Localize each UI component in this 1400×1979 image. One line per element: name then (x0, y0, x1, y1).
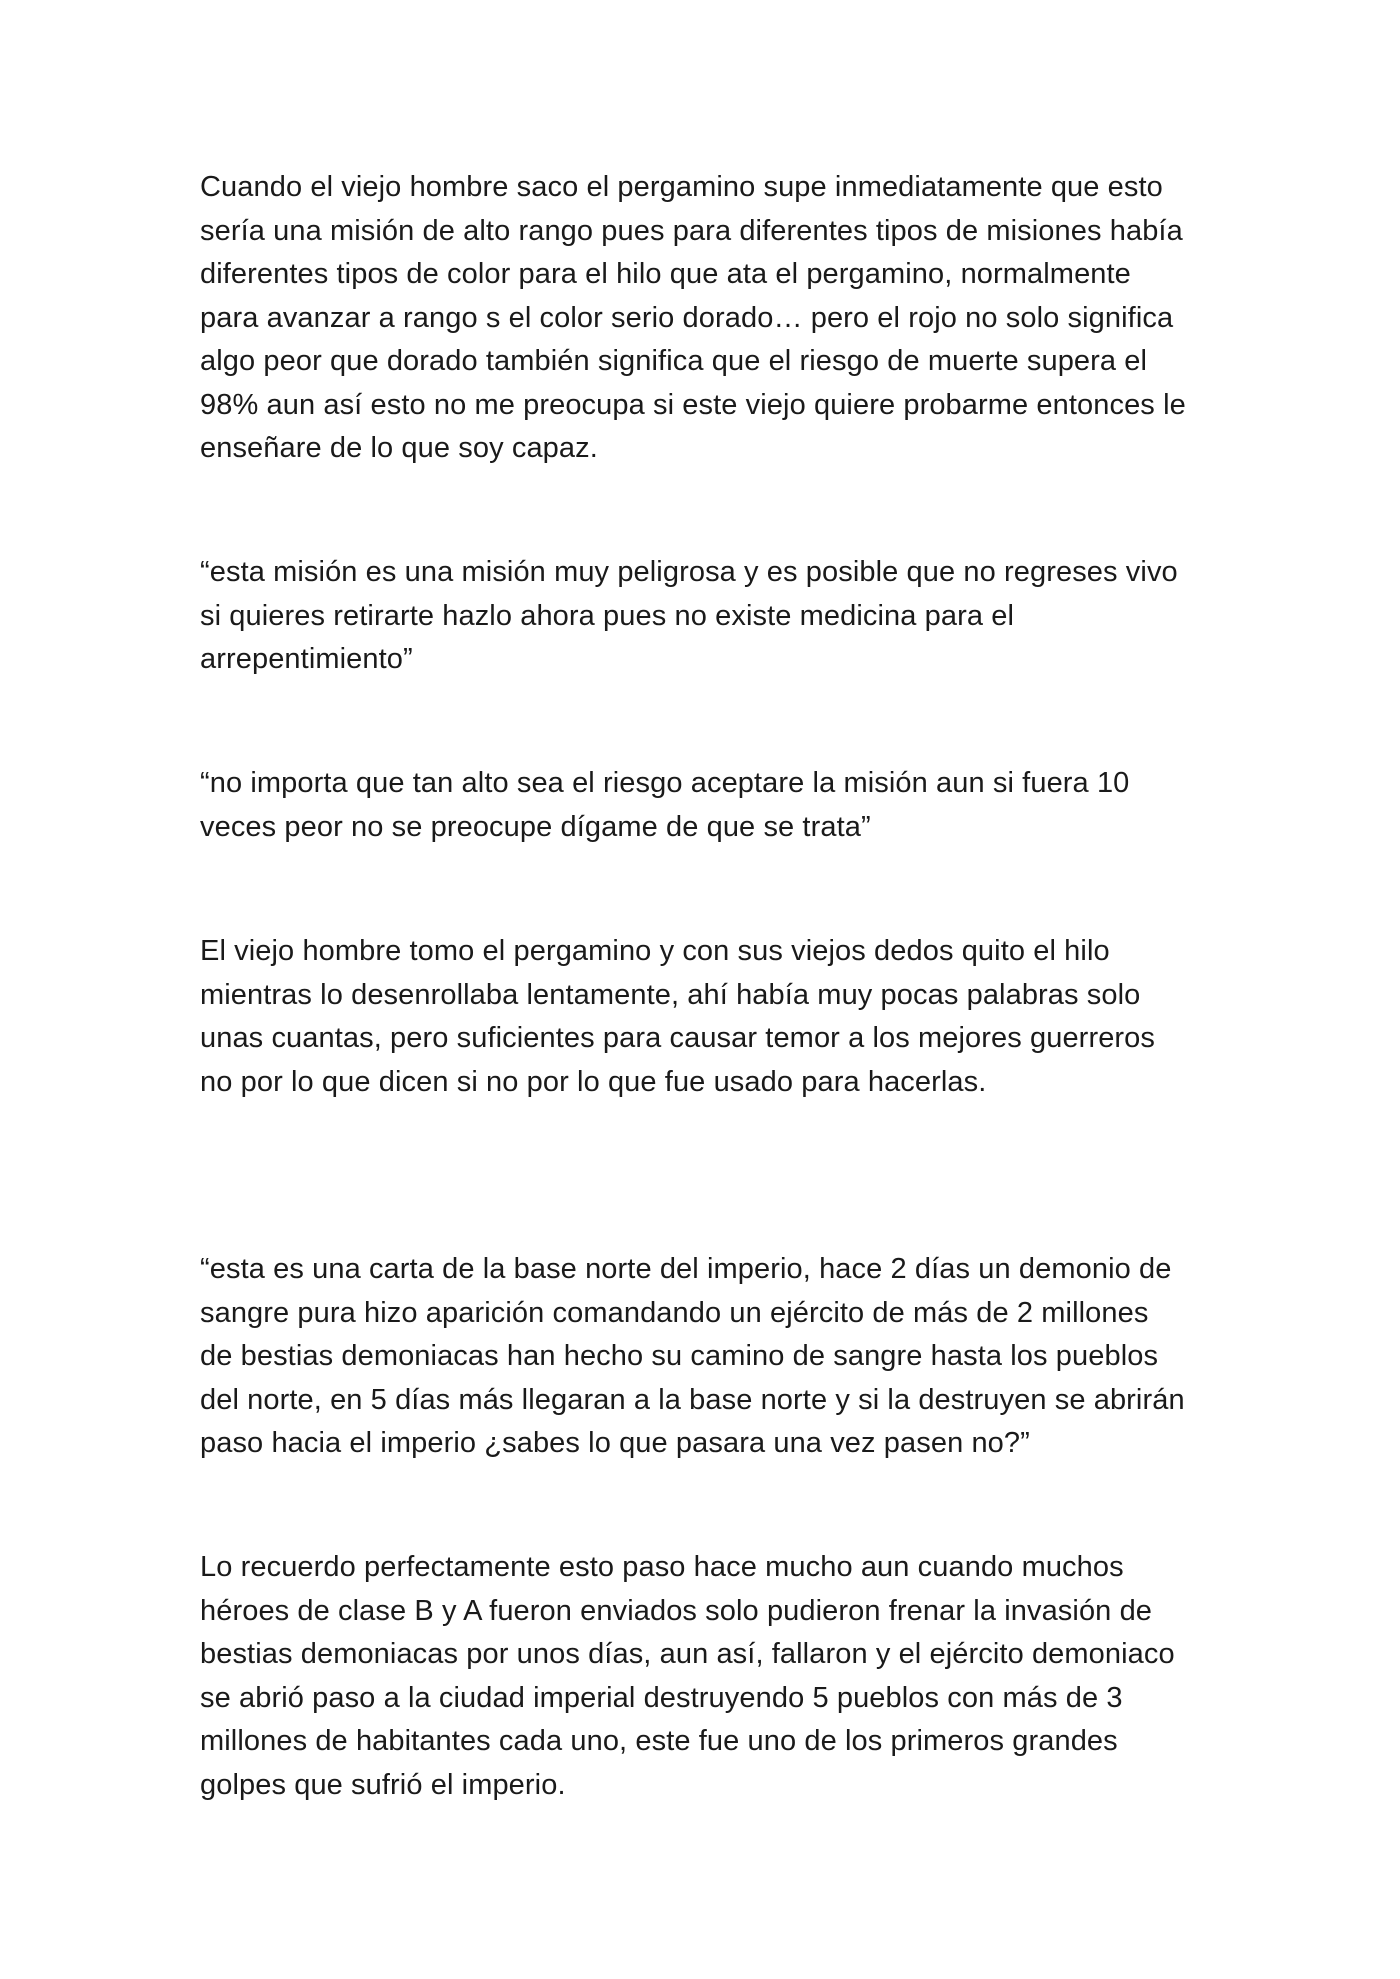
text-line: Cuando el viejo hombre saco el pergamino supe inmediatamente que esto (200, 171, 1163, 203)
text-line: bestias demoniacas por unos días, aun así, fallaron y el ejército demoniaco (200, 1638, 1175, 1670)
text-line: se abrió paso a la ciudad imperial destruyendo 5 pueblos con más de 3 (200, 1681, 1123, 1714)
paragraph-1 (200, 166, 1220, 471)
text-line: “no importa que tan alto sea el riesgo aceptare la misión aun si fuera 10 (200, 767, 1130, 799)
text-line: diferentes tipos de color para el hilo que ata el pergamino, normalmente (200, 258, 1131, 290)
text-line: héroes de clase B y A fueron enviados solo pudieron frenar la invasión de (200, 1594, 1153, 1627)
text-line: arrepentimiento” (200, 643, 413, 675)
text-line: millones de habitantes cada uno, este fue uno de los primeros grandes (200, 1725, 1118, 1757)
paragraph-6 (200, 1546, 1220, 1807)
paragraph-5 (200, 1248, 1220, 1466)
text-line: no por lo que dicen si no por lo que fue usado para hacerlas. (200, 1065, 987, 1098)
text-line: algo peor que dorado también significa que el riesgo de muerte supera el (200, 345, 1148, 377)
text-line: si quieres retirarte hazlo ahora pues no existe medicina para el (200, 599, 1015, 632)
text-line: sangre pura hizo aparición comandando un ejército de más de 2 millones (200, 1296, 1149, 1329)
text-line: “esta es una carta de la base norte del imperio, hace 2 días un demonio de (200, 1253, 1172, 1285)
text-line: paso hacia el imperio ¿sabes lo que pasara una vez pasen no?” (200, 1427, 1030, 1459)
paragraph-4 (200, 930, 1220, 1104)
text-line: Lo recuerdo perfectamente esto paso hace mucho aun cuando muchos (200, 1551, 1124, 1583)
text-line: enseñare de lo que soy capaz. (200, 432, 598, 464)
text-line: unas cuantas, pero suficientes para causar temor a los mejores guerreros (200, 1022, 1156, 1054)
paragraph-2 (200, 551, 1220, 682)
text-line: mientras lo desenrollaba lentamente, ahí había muy pocas palabras solo (200, 978, 1141, 1011)
text-line: para avanzar a rango s el color serio dorado… pero el rojo no solo significa (200, 301, 1174, 334)
text-line: golpes que sufrió el imperio. (200, 1768, 566, 1801)
text-line: sería una misión de alto rango pues para diferentes tipos de misiones había (200, 214, 1183, 247)
text-line: veces peor no se preocupe dígame de que se trata” (200, 810, 871, 843)
text-line: 98% aun así esto no me preocupa si este viejo quiere probarme entonces le (200, 388, 1186, 421)
text-line: El viejo hombre tomo el pergamino y con sus viejos dedos quito el hilo (200, 935, 1110, 967)
text-line: del norte, en 5 días más llegaran a la base norte y si la destruyen se abrirán (200, 1383, 1185, 1416)
text-line: “esta misión es una misión muy peligrosa y es posible que no regreses vivo (200, 556, 1178, 588)
text-line: de bestias demoniacas han hecho su camino de sangre hasta los pueblos (200, 1340, 1159, 1372)
paragraph-3 (200, 762, 1220, 849)
